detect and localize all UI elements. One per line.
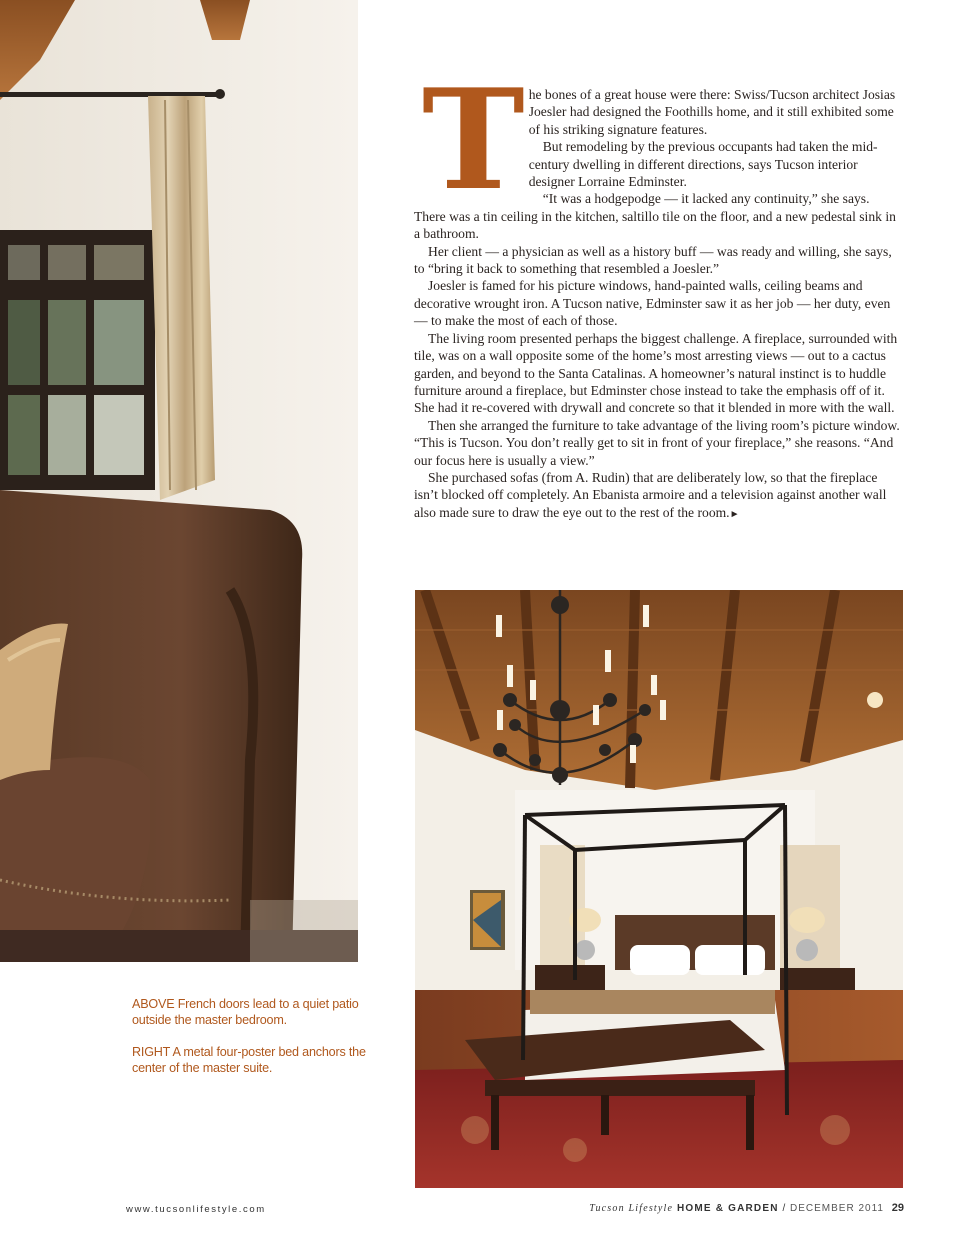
folio-separator: /	[782, 1203, 787, 1214]
article-paragraph-text: She purchased sofas (from A. Rudin) that are deliberately low, so that the fireplace isn’t blocked off completely. An Ebanista armoire and a television against another wall also made sure to draw the eye out to the rest of the room.	[414, 469, 887, 520]
footer-url[interactable]: www.tucsonlifestyle.com	[126, 1204, 266, 1215]
caption-above: ABOVE French doors lead to a quiet patio outside the master bedroom.	[132, 997, 359, 1027]
page-number: 29	[891, 1202, 904, 1214]
footer-folio	[589, 1202, 904, 1214]
article-body	[414, 58, 904, 523]
article-paragraph: Joesler is famed for his picture windows, hand-painted walls, ceiling beams and decorative wrought iron. A Tucson native, Edminster saw it as her job — her duty, even — to make the most of each of those.	[414, 278, 891, 329]
section-name: HOME & GARDEN	[676, 1203, 779, 1214]
article-paragraph: But remodeling by the previous occupants had taken the mid-century dwelling in different directions, says Tucson interior designer Lorraine Edminster.	[528, 139, 878, 190]
article-paragraph: Her client — a physician as well as a history buff — was ready and willing, she says, to “bring it back to something that resembled a Joesler.”	[414, 243, 892, 277]
continue-arrow-icon: ►	[729, 508, 740, 520]
drop-cap: T	[422, 58, 525, 221]
caption-right: RIGHT A metal four-poster bed anchors the center of the master suite.	[132, 1045, 366, 1075]
issue-date: DECEMBER 2011	[790, 1203, 884, 1214]
article-paragraph: Then she arranged the furniture to take advantage of the living room’s picture window. “This is Tucson. You don’t really get to sit in front of your fireplace,” she reasons. “And our focus here is usually a view.”	[414, 417, 900, 468]
article-paragraph: he bones of a great house were there: Swiss/Tucson architect Josias Joesler had designed the Foothills home, and it still exhibited some of his striking signature features.	[528, 87, 896, 137]
photo-captions	[132, 996, 372, 1092]
article-paragraph-last	[414, 469, 904, 523]
article-paragraph: “It was a hodgepodge — it lacked any continuity,” she says. There was a tin ceiling in the kitchen, saltillo tile on the floor, and a new pedestal sink in a bathroom.	[414, 191, 896, 242]
photo-master-bedroom	[415, 590, 903, 1188]
magazine-name: Tucson Lifestyle	[589, 1203, 674, 1214]
article-paragraph: The living room presented perhaps the biggest challenge. A fireplace, surrounded with tile, was on a wall opposite some of the home’s most arresting views — out to a cactus garden, and beyond to the Santa Catalinas. A homeowner’s natural instinct is to huddle furniture around a fireplace, but Edminster chose instead to take the emphasis off of it. She had it re-covered with drywall and concrete so that it blended in more with the wall.	[414, 330, 898, 416]
photo-french-doors	[0, 0, 358, 962]
